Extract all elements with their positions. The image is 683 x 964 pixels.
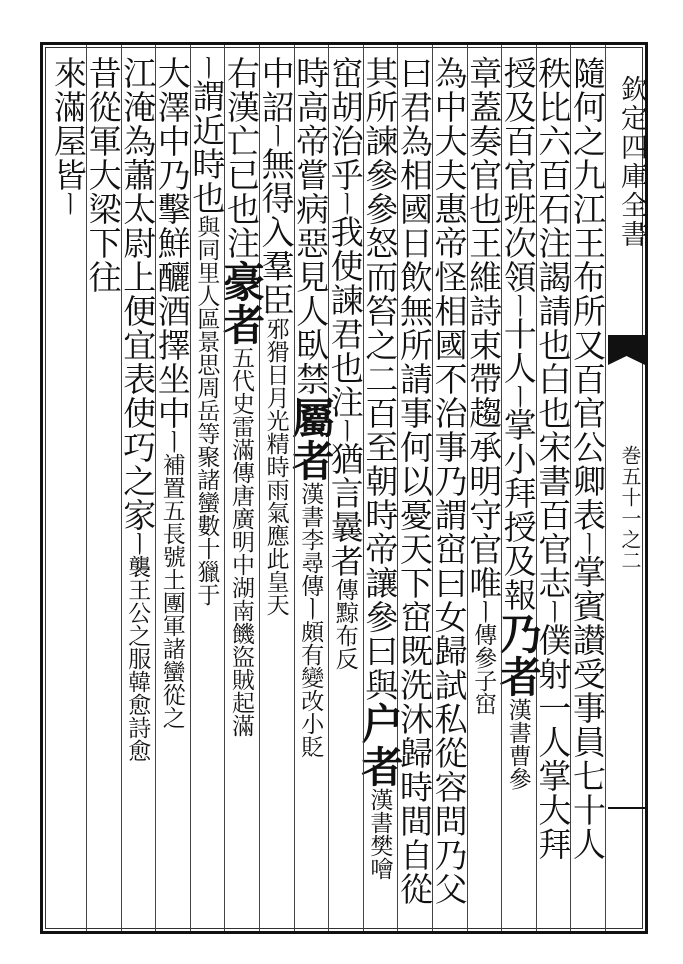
body-text: 掌小拜授及報 <box>498 408 538 612</box>
margin-rule <box>608 807 645 809</box>
body-text: 十人 <box>498 317 538 385</box>
body-text: 僕射一人掌大拜 <box>533 623 573 861</box>
annotation-text: ㅣ <box>262 124 289 147</box>
body-text: 章蓋奏官也王維詩束帶趨承明守官唯 <box>464 56 504 600</box>
book-title: 欽定四庫全書 <box>616 75 647 249</box>
body-text: 謂近時也 <box>187 79 227 215</box>
annotation-text: 漢書曹參 <box>504 698 531 790</box>
annotation-text: 傳參子窋 <box>470 623 497 715</box>
annotation-text: ㅣ <box>297 597 324 620</box>
body-text: 江淹為蕭太尉上便宜表使巧之家 <box>118 56 158 532</box>
annotation-text: 傳黥布反 <box>331 578 358 670</box>
annotation-text: 漢書李尋傳 <box>297 482 324 597</box>
annotation-text: ㅣ <box>55 192 81 215</box>
annotation-text: 襲王公之服韓愈詩愈 <box>124 555 151 762</box>
body-text: 無得入羣臣 <box>256 147 296 317</box>
body-text: 中詔 <box>256 56 296 124</box>
annotation-text: ㅣ <box>539 600 566 623</box>
body-text: 其所諫參參怒而笞之二百至朝時帝讓參曰與 <box>360 56 400 702</box>
body-text: 曰君為相國日飲無所請事何以憂天下窋既洗沐歸時間自從 <box>395 56 434 906</box>
annotation-text: ㅣ <box>331 419 358 442</box>
annotation-text: ㅣ <box>470 600 497 623</box>
body-text: 隨何之九江王布所又百官公卿表 <box>568 56 607 532</box>
volume-label: 巻五十一之二 <box>618 445 642 571</box>
annotation-text: 補置五長號土團軍諸蠻從之 <box>158 453 185 729</box>
annotation-text: ㅣ <box>158 430 185 453</box>
annotation-text: 與同里人區景思周岳等聚諸蠻數十獵于 <box>193 215 220 606</box>
annotation-text: 邪猾日月光精時雨氣應此皇天 <box>262 317 289 616</box>
text-column <box>47 56 89 215</box>
body-text: 來滿屋皆 <box>49 56 88 192</box>
body-text: 秩比六百石注謁請也白也宋書百官志 <box>533 56 573 600</box>
body-text: 我使諫君也注 <box>325 215 365 419</box>
annotation-text: 五代史雷滿傳唐廣明中湖南饑盜賊起滿 <box>228 346 254 737</box>
body-text: 為中大夫惠帝怪相國不治事乃謂窋曰女歸試私從容問乃父 <box>429 56 469 906</box>
entry-headword: 乃者 <box>493 612 543 698</box>
body-text: 時高帝嘗病惡見人臥禁 <box>291 56 331 396</box>
body-text: 右漢亡已也注 <box>222 56 261 260</box>
entry-headword: 豪者 <box>217 260 266 346</box>
fish-tail-mark-icon <box>608 335 645 365</box>
annotation-text: ㅣ <box>124 532 151 555</box>
body-text: 昔從軍大梁下往 <box>83 56 123 294</box>
annotation-text: ㅣ <box>574 532 600 555</box>
entry-headword: 屬者 <box>286 396 336 482</box>
body-text: 掌賓讃受事員七十人 <box>568 555 607 861</box>
annotation-text: ㅣ <box>193 56 220 79</box>
header-band <box>608 45 645 929</box>
annotation-text: ㅣ <box>504 385 531 408</box>
annotation-text: 漢書樊噲 <box>366 788 393 880</box>
body-text: 授及百官班次領 <box>498 56 538 294</box>
body-text: 猶言曩者 <box>325 442 365 578</box>
body-text: 窋胡治乎 <box>325 56 365 192</box>
annotation-text: ㅣ <box>504 294 531 317</box>
entry-headword: 户者 <box>355 702 405 788</box>
body-text: 大澤中乃擊鮮釃酒擇坐中 <box>152 56 192 430</box>
annotation-text: ㅣ <box>331 192 358 215</box>
annotation-text: 頗有變改小貶 <box>297 620 324 758</box>
